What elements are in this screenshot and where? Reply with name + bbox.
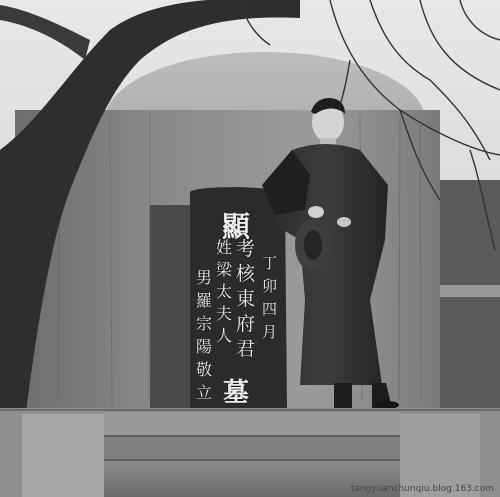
- stele-char: 君: [236, 338, 256, 360]
- stele-char: 陽: [196, 337, 213, 356]
- background-wall-top: [430, 285, 500, 297]
- stele-char: 宗: [196, 314, 213, 333]
- stele-char: 卯: [262, 277, 278, 295]
- stele-inscription-top: 顯: [221, 210, 250, 243]
- stele-char: 太: [216, 282, 233, 301]
- step-2: [104, 436, 400, 460]
- stele-char: 夫: [216, 304, 233, 323]
- stele-column-left-1: [216, 240, 232, 344]
- stele-char: 考: [236, 238, 256, 260]
- stele-char: 月: [262, 323, 278, 341]
- stele-column-main: [236, 240, 255, 359]
- stele-inscription-tomb: 墓: [223, 378, 250, 408]
- stele-column-left-2: [196, 270, 212, 401]
- step-1: [104, 412, 400, 436]
- stele-char: 男: [196, 268, 213, 287]
- stele-char: 人: [216, 326, 233, 345]
- stele-char: 姓: [216, 238, 233, 257]
- stele-char: 核: [236, 263, 256, 285]
- stele-char: 丁: [262, 254, 278, 272]
- stele-char: 四: [262, 300, 278, 318]
- platform-left-block: [22, 414, 104, 497]
- stele-char: 梁: [216, 260, 233, 279]
- stele-char: 立: [196, 383, 213, 402]
- stele-char: 東: [236, 288, 256, 310]
- stele-char: 羅: [196, 291, 213, 310]
- stele-char: 敬: [196, 360, 213, 379]
- stele-char: 府: [236, 313, 256, 335]
- stele-column-right: [262, 256, 277, 340]
- watermark-credit: tangyuanchunqiu.blog.163.com: [350, 484, 494, 494]
